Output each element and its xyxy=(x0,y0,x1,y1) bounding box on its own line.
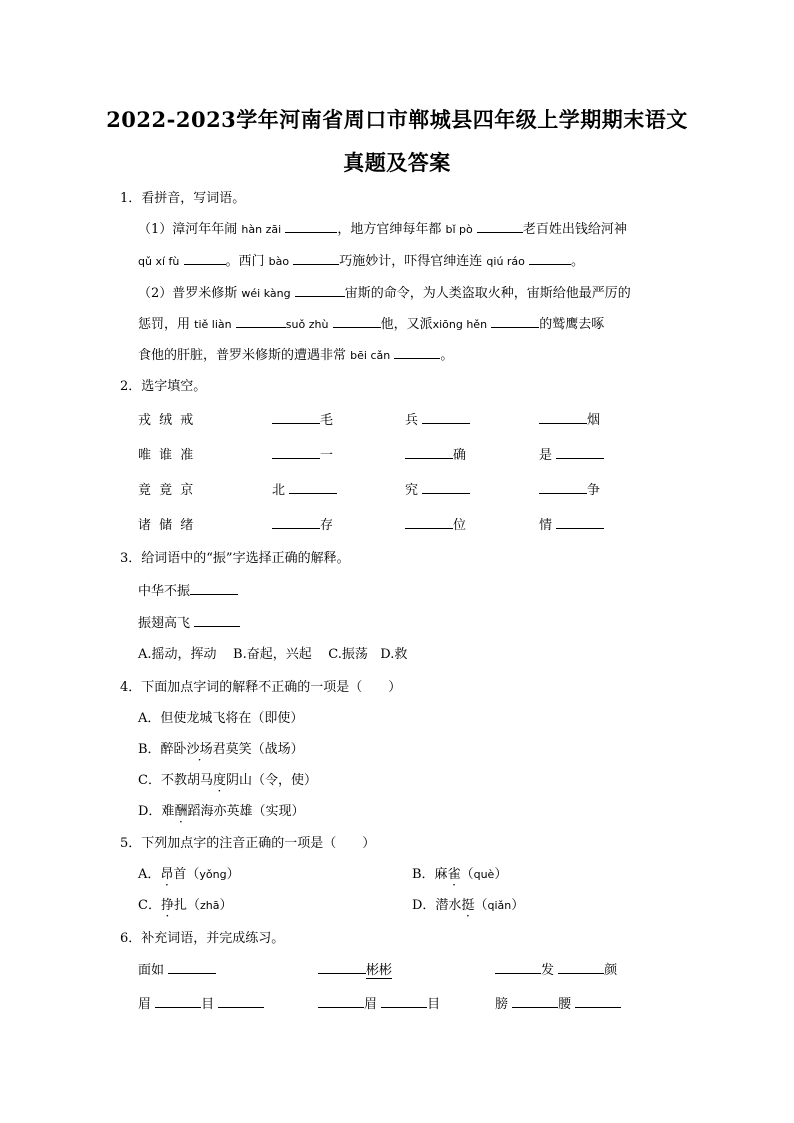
q6-word: 颜 xyxy=(604,963,618,978)
q6-word: 眉 xyxy=(364,997,378,1012)
q5-option-a[interactable] xyxy=(138,863,240,882)
q6-word: 面如 xyxy=(138,963,165,978)
q2-word: 烟 xyxy=(587,413,601,428)
answer-blank[interactable] xyxy=(289,479,337,494)
answer-blank[interactable] xyxy=(272,444,320,459)
q5-option-d[interactable] xyxy=(412,894,524,913)
q2-word: 情 xyxy=(539,518,553,533)
answer-blank[interactable] xyxy=(381,993,427,1008)
q1-text: 惩罚，用 xyxy=(138,317,191,332)
answer-blank[interactable] xyxy=(272,409,320,424)
answer-blank[interactable] xyxy=(477,218,523,233)
answer-blank[interactable] xyxy=(512,993,558,1008)
q5-option-c[interactable] xyxy=(138,894,233,913)
q5-pinyin: zhā xyxy=(199,899,220,912)
q6-cell xyxy=(495,993,621,1012)
q5-text: ） xyxy=(511,898,525,913)
q1-text: 老百姓出钱给河神 xyxy=(522,222,627,237)
answer-blank[interactable] xyxy=(184,250,226,265)
q6-cell xyxy=(138,959,216,978)
q2-cell xyxy=(405,444,466,463)
answer-blank[interactable] xyxy=(405,444,453,459)
q2-word: 毛 xyxy=(320,413,334,428)
q4-text: C．不教胡马 xyxy=(138,773,213,788)
q4-dotted-text: 酬 xyxy=(174,804,188,819)
answer-blank[interactable] xyxy=(556,444,604,459)
q6-cell xyxy=(318,993,440,1012)
q4-option-d[interactable] xyxy=(138,800,304,819)
q1-text: 他，又派 xyxy=(380,317,433,332)
answer-blank[interactable] xyxy=(539,409,587,424)
q2-word: 存 xyxy=(320,518,334,533)
q1-pinyin: hàn zāi xyxy=(241,223,282,236)
q3-heading: 3．给词语中的“振”字选择正确的解释。 xyxy=(120,551,350,566)
answer-blank[interactable] xyxy=(285,218,337,233)
q5-text: 扎（ xyxy=(173,898,200,913)
q1-text: 。 xyxy=(440,348,454,363)
q1-line-3 xyxy=(138,282,631,301)
answer-blank[interactable] xyxy=(293,250,339,265)
q4-option-a[interactable] xyxy=(138,707,303,726)
q3-item xyxy=(138,580,238,599)
q2-cell xyxy=(539,444,604,463)
q1-line-5 xyxy=(138,344,453,363)
q4-text: 蹈海亦英雄（实现） xyxy=(187,804,305,819)
q2-chars: 唯 谁 准 xyxy=(138,448,196,463)
q5-dotted-text: 昂 xyxy=(160,867,174,882)
q6-cell xyxy=(318,959,392,978)
q5-text: （ xyxy=(460,867,474,882)
q6-cell xyxy=(495,959,617,978)
q4-option-b[interactable] xyxy=(138,738,304,757)
q2-word: 位 xyxy=(453,518,467,533)
q2-cell xyxy=(272,479,337,498)
q1-text: ，地方官绅每年都 xyxy=(337,222,442,237)
answer-blank[interactable] xyxy=(558,959,604,974)
q2-word: 北 xyxy=(272,483,286,498)
q2-word: 兵 xyxy=(405,413,419,428)
q1-pinyin: tiě liàn xyxy=(194,318,232,331)
q1-pinyin: qiú ráo xyxy=(486,255,525,268)
q1-text: 的鹫鹰去啄 xyxy=(539,317,605,332)
q5-text: C． xyxy=(138,898,161,913)
q6-word: 膀 xyxy=(495,997,509,1012)
q4-heading: 4．下面加点字词的解释不正确的一项是（ ） xyxy=(120,680,402,695)
q5-pinyin: què xyxy=(473,868,495,881)
q2-heading: 2．选字填空。 xyxy=(120,379,207,394)
q4-dotted-text: 沙场 xyxy=(186,742,213,757)
q4-text: 君莫笑（战场） xyxy=(212,742,304,757)
answer-blank[interactable] xyxy=(529,250,571,265)
page-title-line-1: 2022-2023学年河南省周口市郸城县四年级上学期期末语文 xyxy=(106,107,688,132)
answer-blank[interactable] xyxy=(333,313,381,328)
q1-text: 宙斯的命令，为人类盗取火种，宙斯给他最严厉的 xyxy=(344,286,631,301)
q5-text: D．潜水 xyxy=(412,898,462,913)
q4-text: A．但使龙城飞将在（ xyxy=(138,711,265,726)
q3-word: 振翅高飞 xyxy=(138,616,191,631)
q1-pinyin: suǒ zhù xyxy=(285,318,329,331)
q1-text: （2）普罗米修斯 xyxy=(138,286,238,301)
q4-text: D．难 xyxy=(138,804,175,819)
q6-cell xyxy=(138,993,264,1012)
q2-word: 一 xyxy=(320,448,334,463)
q2-chars: 诸 储 绪 xyxy=(138,518,196,533)
q2-cell xyxy=(405,514,466,533)
q6-heading: 6．补充词语，并完成练习。 xyxy=(120,931,285,946)
answer-blank[interactable] xyxy=(495,959,541,974)
q5-pinyin: yǒng xyxy=(199,868,227,881)
answer-blank[interactable] xyxy=(190,580,238,595)
q1-text: 。西门 xyxy=(225,254,265,269)
q6-word: 彬彬 xyxy=(366,963,393,978)
q5-text: B．麻 xyxy=(412,867,448,882)
answer-blank[interactable] xyxy=(218,993,264,1008)
q3-options: A.摇动，挥动 B.奋起，兴起 C.振荡 D.救 xyxy=(138,647,408,662)
q1-text: （1）漳河年年闹 xyxy=(138,222,238,237)
q1-pinyin: bǐ pò xyxy=(445,223,473,236)
q4-text: 阴山（令，使） xyxy=(225,773,317,788)
q2-cell xyxy=(272,514,333,533)
q5-dotted-text: 挺 xyxy=(461,898,475,913)
q1-text: 巧施妙计，吓得官绅连连 xyxy=(339,254,483,269)
q5-text: 首（ xyxy=(173,867,200,882)
q1-text: 食他的肝脏，普罗米修斯的遭遇非常 xyxy=(138,348,347,363)
q3-item xyxy=(138,612,240,631)
answer-blank[interactable] xyxy=(422,479,470,494)
q2-word: 争 xyxy=(587,483,601,498)
q2-cell xyxy=(272,409,333,428)
q1-line-4 xyxy=(138,313,604,332)
answer-blank[interactable] xyxy=(556,514,604,529)
q1-pinyin: bēi cǎn xyxy=(350,349,391,362)
answer-blank[interactable] xyxy=(422,409,470,424)
q2-chars: 戎 绒 戒 xyxy=(138,413,196,428)
q5-pinyin: qiǎn xyxy=(487,899,512,912)
answer-blank[interactable] xyxy=(236,313,286,328)
q5-text: ） xyxy=(494,867,508,882)
q6-word: 发 xyxy=(541,963,555,978)
q1-heading: 1．看拼音，写词语。 xyxy=(120,191,246,206)
answer-blank[interactable] xyxy=(539,479,587,494)
q1-line-1 xyxy=(138,218,627,237)
q1-pinyin: bào xyxy=(268,255,290,268)
q2-cell xyxy=(539,479,600,498)
q5-dotted-text: 雀 xyxy=(447,867,461,882)
answer-blank[interactable] xyxy=(155,993,201,1008)
answer-blank[interactable] xyxy=(318,959,366,974)
q6-word: 眉 xyxy=(138,997,152,1012)
q2-cell xyxy=(405,409,470,428)
answer-blank[interactable] xyxy=(295,282,345,297)
q5-text: A． xyxy=(138,867,161,882)
q1-pinyin: wéi kàng xyxy=(241,287,291,300)
q5-text: ） xyxy=(219,898,233,913)
answer-blank[interactable] xyxy=(168,959,216,974)
q6-word: 目 xyxy=(427,997,441,1012)
q2-cell xyxy=(539,409,600,428)
q1-line-2 xyxy=(138,250,584,269)
q5-text: （ xyxy=(474,898,488,913)
q5-option-b[interactable] xyxy=(412,863,507,882)
q2-cell xyxy=(405,479,470,498)
q4-dotted-text: 度 xyxy=(212,773,226,788)
q3-word: 中华不振 xyxy=(138,584,191,599)
answer-blank[interactable] xyxy=(491,313,539,328)
q5-text: ） xyxy=(226,867,240,882)
q4-text: 即使 xyxy=(264,711,291,726)
q1-text: 。 xyxy=(571,254,585,269)
q4-text: ） xyxy=(290,711,304,726)
page-title-line-2: 真题及答案 xyxy=(343,150,451,175)
q2-cell xyxy=(272,444,333,463)
answer-blank[interactable] xyxy=(318,993,364,1008)
q4-option-c[interactable] xyxy=(138,769,317,788)
q1-pinyin: qǔ xí fù xyxy=(138,255,180,268)
q2-chars: 竟 竟 京 xyxy=(138,483,196,498)
q6-word: 目 xyxy=(201,997,215,1012)
q1-pinyin: xiōng hěn xyxy=(432,318,488,331)
answer-blank[interactable] xyxy=(194,612,240,627)
q6-word: 腰 xyxy=(558,997,572,1012)
answer-blank[interactable] xyxy=(394,344,440,359)
answer-blank[interactable] xyxy=(575,993,621,1008)
answer-blank[interactable] xyxy=(405,514,453,529)
q2-word: 是 xyxy=(539,448,553,463)
q2-word: 确 xyxy=(453,448,467,463)
q4-text: B．醉卧 xyxy=(138,742,187,757)
answer-blank[interactable] xyxy=(272,514,320,529)
q2-word: 究 xyxy=(405,483,419,498)
q5-heading: 5．下列加点字的注音正确的一项是（ ） xyxy=(120,836,376,851)
q2-cell xyxy=(539,514,604,533)
q5-dotted-text: 挣 xyxy=(160,898,174,913)
